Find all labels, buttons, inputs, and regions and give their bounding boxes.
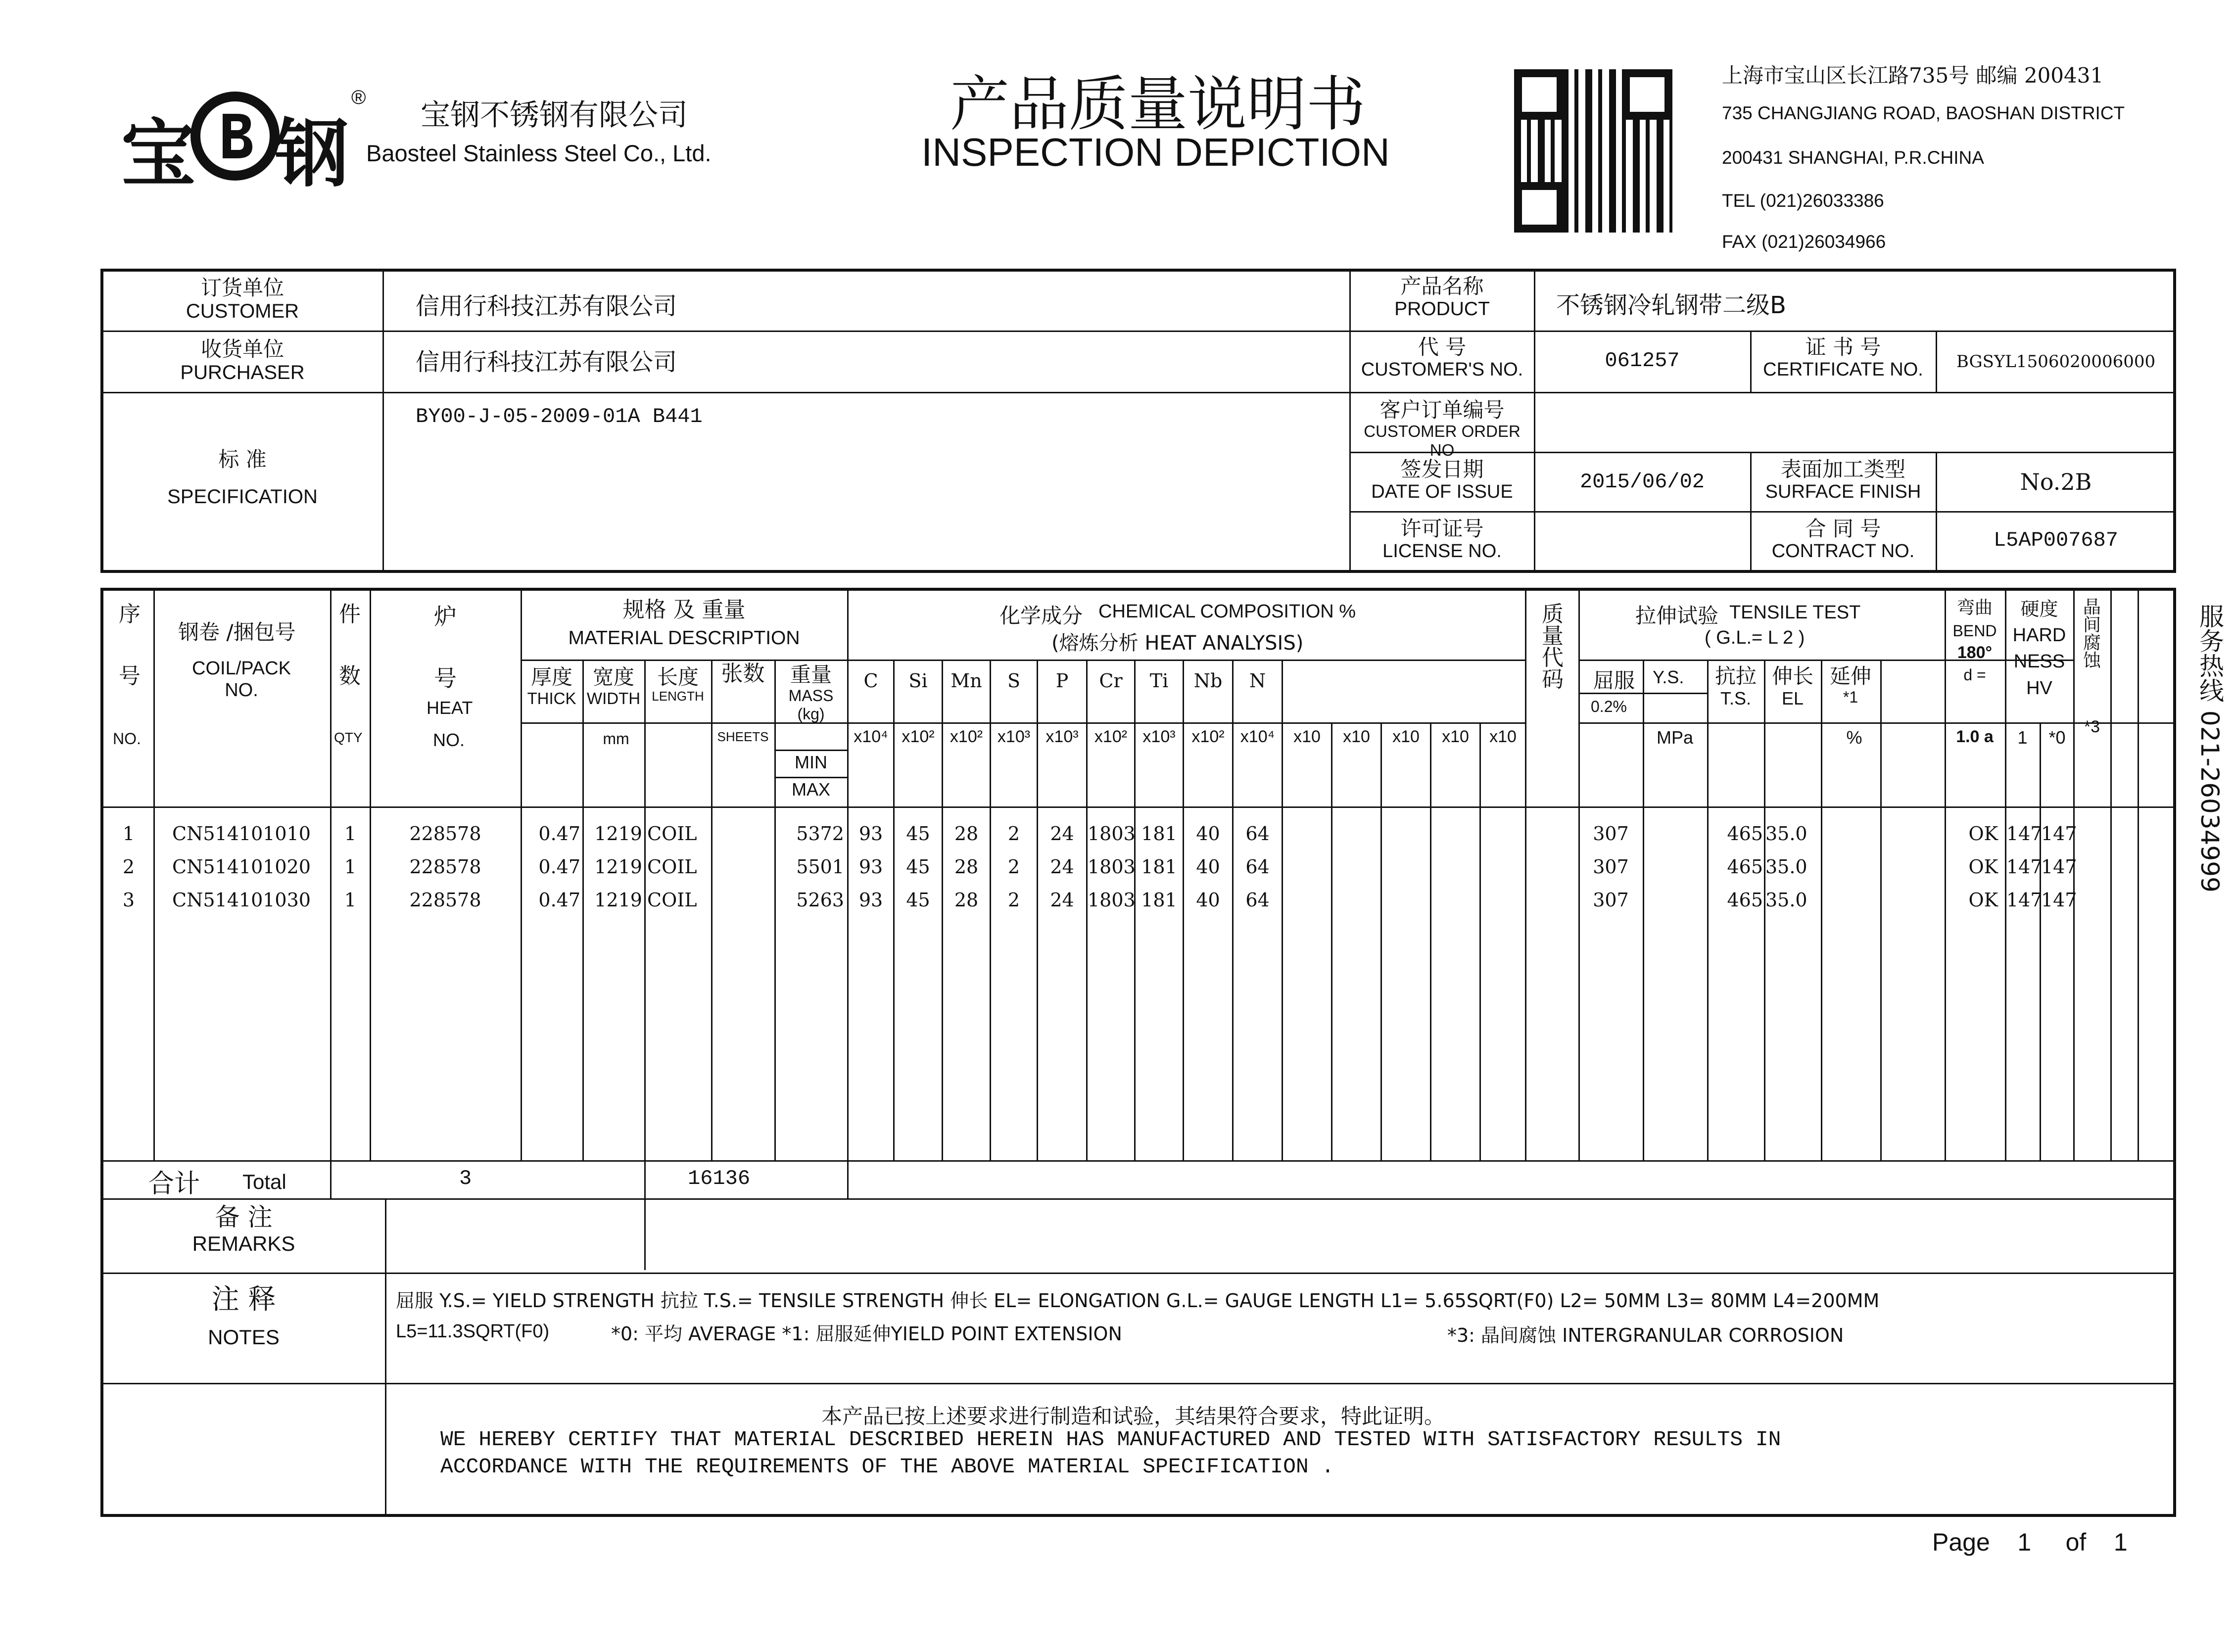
row-chem-cr: 1803	[1088, 889, 1136, 911]
row-hv1: 147	[2006, 856, 2043, 878]
company-name-en: Baosteel Stainless Steel Co., Ltd.	[366, 140, 712, 166]
row-hv2: 147	[2041, 823, 2077, 845]
row-chem-ti: 181	[1141, 856, 1177, 878]
element-cr: Cr	[1099, 670, 1123, 692]
col-width: 宽度 WIDTH	[586, 665, 641, 708]
row-mass: 5372	[796, 823, 844, 845]
row-qty: 1	[344, 889, 357, 911]
license-no-label: 许可证号 LICENSE NO.	[1382, 517, 1502, 562]
certificate-no-value: BGSYL1506020006000	[1956, 352, 2156, 372]
page-number: Page 1 of 1	[1932, 1528, 2128, 1556]
element-s: S	[1007, 670, 1021, 692]
multiplier: x10²	[950, 727, 983, 746]
row-thick: 0.47	[538, 823, 580, 845]
contract-no-label: 合 同 号 CONTRACT NO.	[1771, 517, 1915, 562]
row-bend: OK	[1968, 856, 1998, 878]
certify-en-line2: ACCORDANCE WITH THE REQUIREMENTS OF THE ABOVE MATERIAL SPECIFICATION .	[440, 1455, 1334, 1479]
certify-zh: 本产品已按上述要求进行制造和试验，其结果符合要求，特此证明。	[821, 1404, 1445, 1428]
certificate-no-label: 证 书 号 CERTIFICATE NO.	[1763, 335, 1923, 380]
company-name-zh: 宝钢不锈钢有限公司	[421, 98, 688, 133]
row-chem-n: 64	[1245, 889, 1270, 911]
element-p: P	[1055, 670, 1069, 692]
col-quality-code: 质 量 代 码	[1542, 602, 1564, 692]
surface-finish-label: 表面加工类型 SURFACE FINISH	[1765, 457, 1921, 503]
col-heat-en1: HEAT	[427, 698, 473, 718]
row-coil: CN514101020	[172, 856, 311, 878]
multiplier: x10²	[1094, 727, 1128, 746]
service-hotline: 服务热线 021-26034999	[2195, 604, 2224, 893]
row-heat: 228578	[409, 823, 481, 845]
contract-no-value: L5AP007687	[1993, 528, 2119, 552]
row-el: 35.0	[1765, 823, 1807, 845]
row-coil: CN514101030	[172, 889, 311, 911]
qr-code-icon	[1514, 69, 1672, 233]
total-mass: 16136	[688, 1167, 751, 1190]
element-ti: Ti	[1149, 670, 1169, 692]
tensile-test-zh: 拉伸试验	[1635, 604, 1719, 628]
multiplier: x10	[1293, 727, 1321, 746]
intergranular-note: *3	[2084, 717, 2100, 736]
row-chem-n: 64	[1245, 823, 1270, 845]
unit-mpa: MPa	[1656, 727, 1694, 748]
material-desc-zh: 规格 及 重量	[622, 597, 746, 622]
row-chem-s: 2	[1007, 856, 1020, 878]
remarks-label: 备 注 REMARKS	[192, 1203, 295, 1255]
address-en-line1: 735 CHANGJIANG ROAD, BAOSHAN DISTRICT	[1722, 103, 2125, 123]
row-ys: 307	[1593, 889, 1629, 911]
row-ts: 465	[1727, 889, 1763, 911]
multiplier: x10	[1489, 727, 1517, 746]
address-zh: 上海市宝山区长江路735号 邮编 200431	[1722, 63, 2104, 88]
row-mass: 5263	[796, 889, 844, 911]
col-ys-zh: 屈服	[1593, 668, 1635, 693]
row-ts: 465	[1727, 823, 1763, 845]
element-mn: Mn	[951, 670, 982, 692]
chem-comp-en: CHEMICAL COMPOSITION %	[1098, 601, 1356, 622]
row-ts: 465	[1727, 856, 1763, 878]
telephone: TEL (021)26033386	[1722, 190, 1884, 211]
row-chem-nb: 40	[1196, 856, 1220, 878]
multiplier: x10²	[1191, 727, 1225, 746]
notes-line2b: *0: 平均 AVERAGE *1: 屈服延伸YIELD POINT EXTENSION	[611, 1323, 1122, 1345]
element-nb: Nb	[1193, 670, 1223, 692]
chem-comp-zh: 化学成分	[999, 604, 1083, 628]
logo-char-gang: 钢	[275, 111, 349, 197]
purchaser-value: 信用行科技江苏有限公司	[416, 348, 677, 376]
row-hv1: 147	[2006, 823, 2043, 845]
col-heat-en2: NO.	[433, 730, 465, 750]
label-min: MIN	[795, 752, 827, 772]
row-length: COIL	[647, 823, 697, 845]
row-mass: 5501	[796, 856, 844, 878]
row-width: 1219	[594, 889, 642, 911]
col-coil-zh: 钢卷 /捆包号	[178, 620, 296, 644]
col-ts: 抗拉 T.S.	[1714, 664, 1757, 709]
element-c: C	[863, 670, 878, 692]
notes-line2a: L5=11.3SQRT(F0)	[396, 1321, 550, 1342]
row-chem-ti: 181	[1141, 823, 1177, 845]
col-no-zh1: 序	[119, 602, 141, 627]
row-no: 1	[122, 823, 135, 845]
row-chem-p: 24	[1050, 856, 1074, 878]
row-chem-mn: 28	[954, 889, 979, 911]
multiplier: x10	[1343, 727, 1370, 746]
col-coil-en: COIL/PACK NO.	[192, 658, 291, 701]
specification-label: 标 准 SPECIFICATION	[167, 447, 318, 508]
row-qty: 1	[344, 823, 357, 845]
row-length: COIL	[647, 856, 697, 878]
row-ys: 307	[1593, 823, 1629, 845]
total-zh: 合计	[148, 1169, 200, 1199]
address-en-line2: 200431 SHANGHAI, P.R.CHINA	[1722, 147, 1984, 168]
multiplier: x10²	[902, 727, 935, 746]
row-hv2: 147	[2041, 856, 2077, 878]
col-ys-sub: 0.2%	[1591, 698, 1627, 715]
unit-percent: %	[1846, 727, 1862, 748]
row-chem-mn: 28	[954, 856, 979, 878]
row-chem-c: 93	[858, 889, 883, 911]
multiplier: x10	[1442, 727, 1469, 746]
col-ys-en: Y.S.	[1653, 667, 1684, 687]
row-no: 2	[122, 856, 135, 878]
registered-mark: ®	[351, 87, 366, 108]
col-heat-zh2: 号	[434, 665, 457, 692]
row-chem-n: 64	[1245, 856, 1270, 878]
col-qty-en: QTY	[334, 730, 363, 745]
row-chem-nb: 40	[1196, 889, 1220, 911]
row-thick: 0.47	[538, 889, 580, 911]
row-chem-p: 24	[1050, 889, 1074, 911]
hardness-col2: *0	[2048, 727, 2066, 748]
row-chem-si: 45	[906, 856, 930, 878]
row-no: 3	[122, 889, 135, 911]
customers-no-label: 代 号 CUSTOMER'S NO.	[1361, 335, 1523, 380]
row-coil: CN514101010	[172, 823, 311, 845]
row-bend: OK	[1968, 889, 1998, 911]
col-intergranular: 晶 间 腐 蚀	[2083, 597, 2101, 671]
notes-label: 注 释 NOTES	[208, 1283, 280, 1349]
col-mass: 重量 MASS (kg)	[788, 662, 834, 723]
customer-value: 信用行科技江苏有限公司	[416, 292, 677, 320]
row-ys: 307	[1593, 856, 1629, 878]
row-chem-ti: 181	[1141, 889, 1177, 911]
doc-title-zh: 产品质量说明书	[950, 70, 1366, 139]
row-length: COIL	[647, 889, 697, 911]
fax: FAX (021)26034966	[1722, 232, 1886, 252]
bend-value: 1.0 a	[1956, 727, 1994, 746]
total-qty: 3	[459, 1167, 472, 1190]
date-of-issue-label: 签发日期 DATE OF ISSUE	[1371, 457, 1513, 503]
product-label: 产品名称 PRODUCT	[1394, 274, 1490, 320]
date-of-issue-value: 2015/06/02	[1579, 470, 1705, 494]
notes-line1: 屈服 Y.S.= YIELD STRENGTH 抗拉 T.S.= TENSILE STRENGTH 伸长 EL= ELONGATION G.L.= GAUGE LENGTH L1= 5.65SQRT(F0) L2= 50MM L3= 80MM L4=200MM	[396, 1290, 1880, 1312]
multiplier: x10⁴	[1240, 727, 1275, 746]
multiplier: x10³	[1046, 727, 1079, 746]
row-chem-si: 45	[906, 889, 930, 911]
multiplier: x10³	[997, 727, 1031, 746]
col-thick: 厚度 THICK	[527, 665, 576, 708]
row-chem-si: 45	[906, 823, 930, 845]
row-chem-mn: 28	[954, 823, 979, 845]
row-chem-nb: 40	[1196, 823, 1220, 845]
customers-no-value: 061257	[1605, 349, 1680, 373]
row-heat: 228578	[409, 856, 481, 878]
col-no-en: NO.	[113, 730, 141, 748]
product-value: 不锈钢冷轧钢带二级B	[1556, 291, 1786, 319]
material-desc-en: MATERIAL DESCRIPTION	[568, 627, 800, 649]
baosteel-emblem-icon	[190, 92, 280, 181]
customer-label: 订货单位 CUSTOMER	[186, 276, 299, 323]
logo-char-bao: 宝	[121, 111, 196, 197]
element-n: N	[1249, 670, 1266, 692]
row-chem-s: 2	[1007, 889, 1020, 911]
col-el: 伸长 EL	[1771, 664, 1813, 709]
multiplier: x10	[1392, 727, 1420, 746]
gauge-length-label: ( G.L.= L 2 )	[1705, 627, 1805, 648]
row-el: 35.0	[1765, 889, 1807, 911]
row-width: 1219	[594, 823, 642, 845]
row-chem-p: 24	[1050, 823, 1074, 845]
col-heat-zh1: 炉	[434, 603, 457, 630]
col-no-zh2: 号	[119, 663, 141, 689]
col-qty-zh2: 数	[339, 663, 361, 689]
specification-value: BY00-J-05-2009-01A B441	[416, 405, 703, 428]
heat-analysis-label: (熔炼分析 HEAT ANALYSIS)	[1051, 632, 1304, 655]
row-hv1: 147	[2006, 889, 2043, 911]
col-bend: 弯曲 BEND 180° d =	[1952, 598, 1997, 684]
doc-title-en: INSPECTION DEPICTION	[921, 130, 1390, 174]
total-en: Total	[242, 1170, 286, 1193]
col-sheets-zh: 张数	[721, 661, 765, 686]
col-hardness: 硬度 HARD NESS HV	[2012, 598, 2066, 699]
row-chem-s: 2	[1007, 823, 1020, 845]
unit-mm: mm	[603, 730, 629, 748]
label-max: MAX	[791, 779, 830, 800]
row-chem-cr: 1803	[1088, 823, 1136, 845]
row-el: 35.0	[1765, 856, 1807, 878]
col-qty-zh1: 件	[339, 602, 361, 627]
row-qty: 1	[344, 856, 357, 878]
col-length: 长度 LENGTH	[652, 665, 704, 704]
purchaser-label: 收货单位 PURCHASER	[180, 337, 305, 384]
col-sheets-en: SHEETS	[717, 729, 769, 744]
certify-en-line1: WE HEREBY CERTIFY THAT MATERIAL DESCRIBED HEREIN HAS MANUFACTURED AND TESTED WITH SATISFACTORY RESULTS IN	[440, 1427, 1781, 1452]
row-chem-cr: 1803	[1088, 856, 1136, 878]
tensile-test-en: TENSILE TEST	[1729, 602, 1861, 623]
row-thick: 0.47	[538, 856, 580, 878]
element-si: Si	[908, 670, 928, 692]
col-ext: 延伸 *1	[1829, 664, 1871, 707]
hardness-col1: 1	[2017, 727, 2028, 748]
notes-line2c: *3: 晶间腐蚀 INTERGRANULAR CORROSION	[1447, 1324, 1844, 1346]
row-width: 1219	[594, 856, 642, 878]
row-hv2: 147	[2041, 889, 2077, 911]
row-chem-c: 93	[858, 823, 883, 845]
multiplier: x10³	[1142, 727, 1176, 746]
row-bend: OK	[1968, 823, 1998, 845]
multiplier: x10⁴	[854, 727, 888, 746]
customer-order-no-label: 客户订单编号 CUSTOMER ORDER NO	[1364, 398, 1521, 460]
row-chem-c: 93	[858, 856, 883, 878]
surface-finish-value: No.2B	[2020, 469, 2092, 495]
row-heat: 228578	[409, 889, 481, 911]
